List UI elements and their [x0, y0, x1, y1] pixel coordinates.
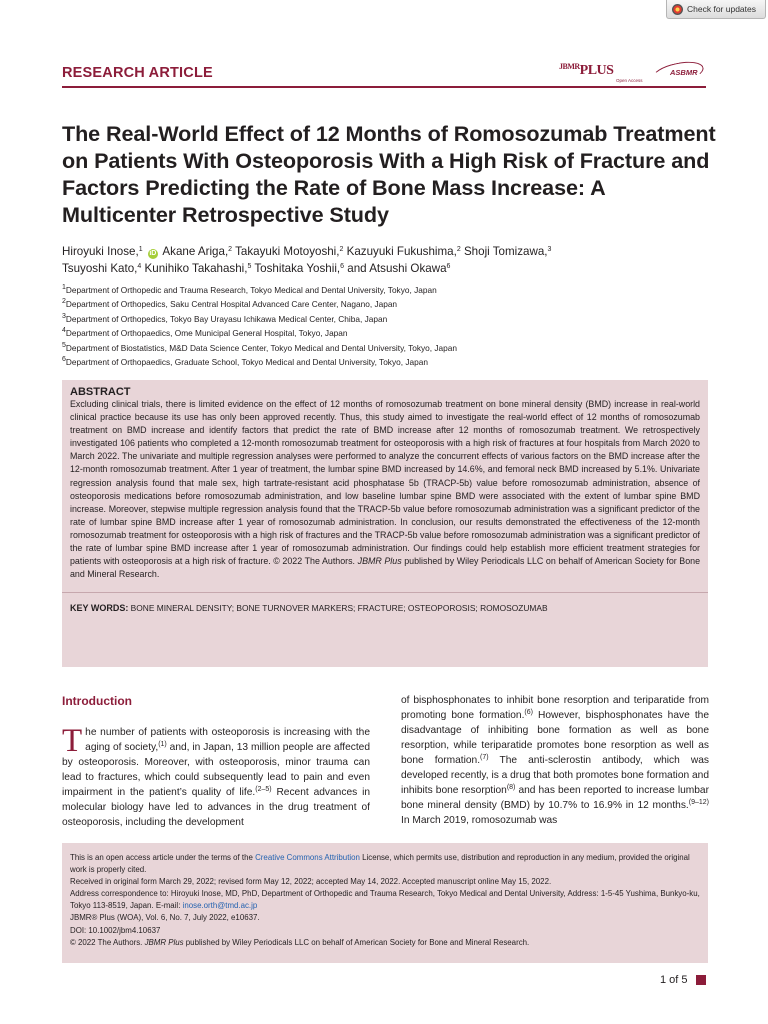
keywords-label: KEY WORDS: — [70, 603, 129, 614]
correspondence-text: Address correspondence to: Hiroyuki Inose, MD, PhD, Department of Orthopedic and Trauma Research, Tokyo Medical and Dental University, Address: 1-5-45 Yushima, Bunkyo-ku, Tokyo 113-8519, Japan. E-mail: — [70, 889, 700, 911]
creative-commons-link[interactable]: Creative Commons Attribution — [255, 853, 360, 862]
intro-paragraph-text: of bisphosphonates to inhibit bone resorption and teriparatide from promoting bone formation. — [401, 695, 709, 721]
doi: DOI: 10.1002/jbm4.10637 — [70, 925, 161, 935]
copyright-journal-name: JBMR Plus — [144, 937, 184, 947]
intro-paragraph-text: However, bisphosphonates have the disadvantage of inhibiting bone formation as well as bone resorption, while teriparatide promotes bone resorption as well as bone formation. — [401, 710, 709, 766]
affiliation-item — [62, 297, 722, 311]
body-column-right — [401, 693, 709, 828]
author-affiliation-ref: 6 — [340, 263, 345, 270]
author-name[interactable]: Akane Ariga, — [162, 245, 229, 258]
affiliation-text: Department of Orthopaedics, Ome Municipal General Hospital, Tokyo, Japan — [65, 328, 348, 339]
affiliation-item — [62, 341, 722, 355]
journal-logo — [556, 60, 708, 86]
affiliation-item — [62, 312, 722, 326]
affiliation-item — [62, 326, 722, 340]
affiliation-list — [62, 283, 722, 369]
page-number: 1 of 5 — [660, 974, 688, 986]
author-affiliation-ref: 2 — [456, 246, 461, 253]
article-info-box — [62, 843, 708, 963]
author-affiliation-ref: 1 — [138, 246, 143, 253]
affiliation-item — [62, 355, 722, 369]
intro-paragraph-text: and has been reported to increase lumbar bone mineral density (BMD) by 10.7% to 16.9% in 12 months. — [401, 785, 709, 811]
author-affiliation-ref: 4 — [137, 263, 142, 270]
abstract-publisher-note: published by Wiley Periodicals LLC on behalf of American Society for Bone and Mineral Research. — [70, 556, 701, 580]
abstract-body: Excluding clinical trials, there is limited evidence on the effect of 12 months of romosozumab treatment on bone mineral density (BMD) increase in real-world clinical practice because its use has only been approved recently. Thus, this study aimed to investigate the real-world effect of 12 months of romosozumab treatment on BMD increase and identify factors that predict the rate of BMD increase after 12 months of romosozumab treatment. We retrospectively investigated 106 patients who completed a 12-month romosozumab treatment for osteoporosis with a high risk of fractures at four hospitals from March 2020 to March 2022. The univariate and multiple regression analyses were performed to analyze the concurrent effects of various factors on the BMD increase after the 12-month romosozumab treatment. After 1 year of treatment, the lumbar spine BMD increased by 14.6%, and femoral neck BMD increased by 5.1%. Univariate regression analysis found that male sex, high tartrate-resistant acid phosphatase 5b (TRACP-5b) value before romosozumab administration, absence of osteoporosis medications before romosozumab administration, and low baseline lumbar spine BMD were associated with the extent of lumbar spine BMD increase. Moreover, stepwise multiple regression analysis found that the TRACP-5b value before romosozumab administration was a significant predictor of the rate of lumbar spine BMD increase after 1 year of romosozumab administration. In conclusion, our results demonstrated the effectiveness of the 12-month romosozumab treatment for osteoporosis with a high risk of fractures and the TRACP-5b value before romosozumab administration was a significant predictor of the rate of lumbar spine BMD increase after 1 year of romosozumab administration. Our findings could help establish more efficient treatment strategies for patients with osteoporosis at a high risk of fracture. © 2022 The Authors. — [70, 399, 700, 567]
orcid-icon[interactable]: iD — [149, 250, 157, 257]
author-name[interactable]: Tsuyoshi Kato, — [62, 262, 138, 275]
header-rule — [62, 86, 706, 88]
citation-ref[interactable]: (8) — [506, 784, 516, 791]
abstract-text — [70, 398, 700, 581]
intro-paragraph-text: In March 2019, romosozumab was — [401, 815, 558, 826]
abstract-box — [62, 380, 708, 667]
abstract-heading: ABSTRACT — [70, 386, 131, 398]
license-text: This is an open access article under the terms of the — [70, 853, 253, 862]
article-type-label: RESEARCH ARTICLE — [62, 65, 213, 81]
keywords — [70, 603, 700, 613]
society-logo: ASBMR — [670, 68, 698, 77]
keywords-text: BONE MINERAL DENSITY; BONE TURNOVER MARKERS; FRACTURE; OSTEOPOROSIS; ROMOSOZUMAB — [130, 603, 548, 614]
citation-ref[interactable]: (1) — [158, 741, 167, 748]
author-name[interactable]: Toshitaka Yoshii, — [254, 262, 341, 275]
affiliation-text: Department of Orthopaedics, Graduate School, Tokyo Medical and Dental University, Tokyo, Japan — [65, 357, 428, 368]
affiliation-number: 2 — [62, 298, 66, 306]
affiliation-text: Department of Biostatistics, M&D Data Science Center, Tokyo Medical and Dental University, Tokyo, Japan — [65, 342, 457, 353]
affiliation-number: 5 — [62, 341, 66, 349]
email-link[interactable]: inose.orth@tmd.ac.jp — [182, 901, 258, 911]
citation-ref[interactable]: (6) — [524, 709, 533, 716]
license-notice — [70, 852, 700, 876]
affiliation-text: Department of Orthopedic and Trauma Research, Tokyo Medical and Dental University, Tokyo, Japan — [65, 285, 437, 295]
citation-ref[interactable]: (9–12) — [688, 799, 709, 806]
author-affiliation-ref: 2 — [339, 246, 344, 253]
intro-paragraph-text: and, in Japan, 13 million people are affected by osteoporosis. Moreover, with osteoporosis, minor trauma can lead to fractures, which could subsequently lead to pain and even impairment in the patient’s quality of life. — [62, 742, 370, 798]
copyright — [70, 937, 700, 949]
affiliation-number: 3 — [62, 312, 66, 320]
citation-ref[interactable]: (2–5) — [255, 786, 272, 793]
journal-logo-name: JBMR — [559, 62, 580, 71]
section-heading-introduction: Introduction — [62, 694, 132, 708]
keywords-divider — [62, 592, 708, 593]
journal-logo-plus: PLUS — [579, 63, 614, 78]
citation-ref[interactable]: (7) — [480, 754, 489, 761]
drop-cap: T — [62, 723, 83, 759]
correspondence — [70, 888, 700, 912]
body-column-left — [62, 725, 370, 830]
author-affiliation-ref: 3 — [547, 246, 552, 253]
abstract-journal-name: JBMR Plus — [357, 556, 402, 567]
paper-title: The Real-World Effect of 12 Months of Romosozumab Treatment on Patients With Osteoporosis With a High Risk of Fracture and Factors Predicting the Rate of Bone Mass Increase: A Multicenter Retrospective Study — [62, 121, 716, 227]
affiliation-number: 4 — [62, 327, 66, 335]
author-list — [62, 243, 722, 277]
affiliation-item — [62, 283, 722, 297]
page-marker-square — [696, 975, 706, 985]
affiliation-number: 6 — [62, 356, 66, 364]
license-text: License, which permits use, distribution and reproduction in any medium, provided the original work is properly cited. — [70, 853, 690, 875]
affiliation-number: 1 — [62, 284, 66, 291]
author-affiliation-ref: 6 — [446, 263, 451, 270]
affiliation-text: Department of Orthopedics, Saku Central Hospital Advanced Care Center, Nagano, Japan — [65, 299, 398, 310]
author-name[interactable]: Kazuyuki Fukushima, — [346, 245, 457, 258]
copyright-text: published by Wiley Periodicals LLC on behalf of American Society for Bone and Mineral Research. — [185, 937, 530, 947]
received-dates: Received in original form March 29, 2022; revised form May 12, 2022; accepted May 14, 2022. Accepted manuscript online May 15, 2022. — [70, 877, 552, 887]
check-for-updates-label: Check for updates — [687, 4, 756, 14]
author-name[interactable]: and Atsushi Okawa — [347, 262, 447, 275]
author-name[interactable]: Hiroyuki Inose, — [62, 245, 139, 258]
crossmark-icon — [672, 4, 683, 15]
author-name[interactable]: Kunihiko Takahashi, — [144, 262, 248, 275]
check-for-updates-button[interactable] — [666, 0, 766, 19]
copyright-text: © 2022 The Authors. — [70, 937, 143, 947]
intro-paragraph-text: he number of patients with osteoporosis is increasing with the aging of society, — [85, 727, 370, 753]
author-affiliation-ref: 5 — [247, 263, 252, 270]
author-name[interactable]: Shoji Tomizawa, — [463, 245, 548, 258]
open-access-label: Open Access — [616, 78, 643, 83]
author-affiliation-ref: 2 — [228, 246, 233, 253]
affiliation-text: Department of Orthopedics, Tokyo Bay Urayasu Ichikawa Medical Center, Chiba, Japan — [65, 313, 388, 324]
intro-paragraph-text: Recent advances in molecular biology have led to advances in the drug treatment of osteoporosis, including the development — [62, 787, 370, 828]
journal-citation: JBMR® Plus (WOA), Vol. 6, No. 7, July 2022, e10637. — [70, 913, 260, 923]
intro-paragraph-text: The anti-sclerostin antibody, which was developed recently, is a drug that both promotes bone formation and inhibits bone resorption — [401, 755, 709, 796]
author-name[interactable]: Takayuki Motoyoshi, — [235, 245, 340, 258]
